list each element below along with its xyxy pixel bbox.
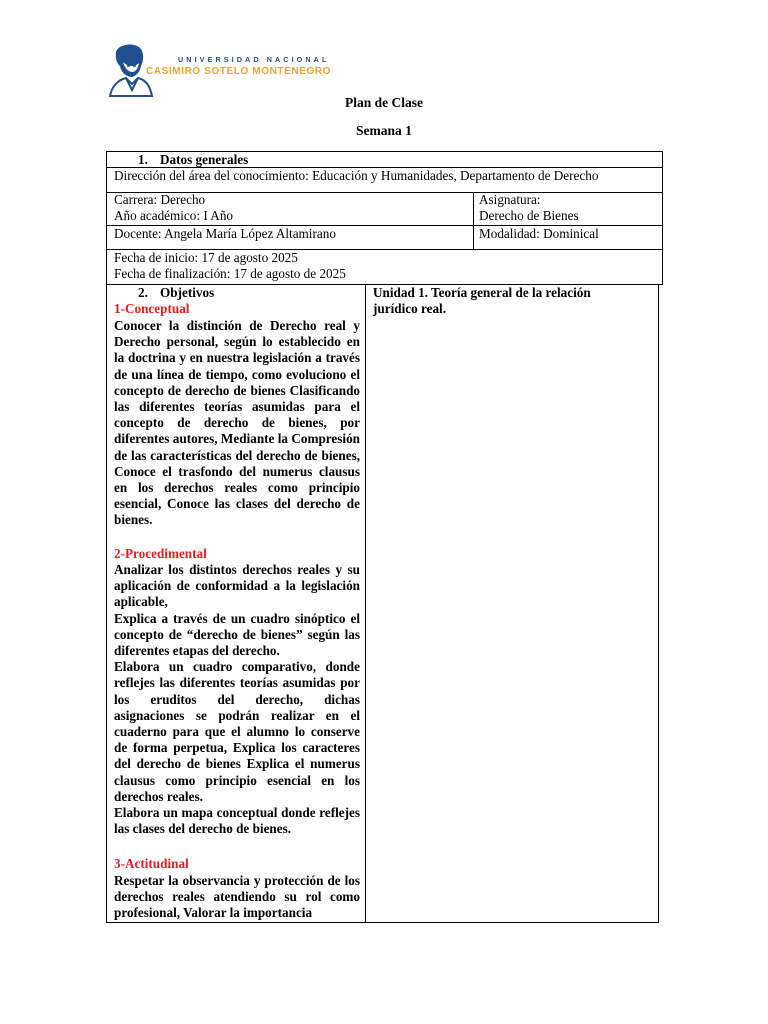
conceptual-title: 1-Conceptual	[114, 301, 190, 316]
procedural-title: 2-Procedimental	[114, 546, 207, 561]
procedural-text-3: Elabora un cuadro comparativo, donde reflejes las diferentes teorías asumidas por los eruditos del derecho, dichas asignaciones se podrán realizar en el cuaderno para que el alumno lo conserve de forma perpetua, Explica los caracteres del derecho de bienes Explica el numerus clausus como principio esencial en los derechos reales.	[114, 659, 360, 804]
general-section-title: Datos generales	[160, 152, 249, 167]
subject-label: Asignatura:	[479, 192, 541, 207]
page-title: Plan de Clase	[344, 95, 423, 110]
area-text: Dirección del área del conocimiento: Educación y Humanidades, Departamento de Derecho	[114, 168, 599, 183]
unit-cell	[365, 284, 659, 923]
conceptual-text: Conocer la distinción de Derecho real y Derecho personal, según lo establecido en la doctrina y en nuestra legislación a través de una línea de tiempo, como evoluciono el concepto de derecho de bienes Clasificando las diferentes teorías asumidas para el concepto de derecho de bienes, por diferentes autores, Mediante la Compresión de las características del derecho de bienes, Conoce el trasfondo del numerus clausus en los derechos reales como principio esencial, Conoce las clases del derecho de bienes.	[114, 318, 360, 528]
year-text: Año académico: I Año	[114, 208, 234, 223]
attitudinal-text: Respetar la observancia y protección de los derechos reales atendiendo su rol como profesional, Valorar la importancia	[114, 873, 360, 921]
procedural-text-4: Elabora un mapa conceptual donde reflejes las clases del derecho de bienes.	[114, 805, 360, 837]
attitudinal-title: 3-Actitudinal	[114, 856, 189, 871]
unit-title: Unidad 1. Teoría general de la relación jurídico real.	[373, 285, 591, 317]
career-text: Carrera: Derecho	[114, 192, 206, 207]
teacher-text: Docente: Angela María López Altamirano	[114, 226, 336, 241]
week-title: Semana 1	[356, 123, 412, 138]
university-name-main: CASIMIRO SOTELO MONTENEGRO	[146, 66, 332, 77]
objectives-section-title: Objetivos	[160, 285, 215, 300]
procedural-block	[114, 562, 360, 837]
procedural-text-1: Analizar los distintos derechos reales y su aplicación de conformidad a la legislación aplicable,	[114, 562, 360, 610]
end-date-text: Fecha de finalización: 17 de agosto de 2025	[114, 266, 346, 281]
subject-text: Derecho de Bienes	[479, 208, 579, 223]
university-name-top: UNIVERSIDAD NACIONAL	[178, 55, 330, 64]
general-section-number: 1.	[138, 152, 148, 167]
start-date-text: Fecha de inicio: 17 de agosto 2025	[114, 250, 298, 265]
procedural-text-2: Explica a través de un cuadro sinóptico el concepto de “derecho de bienes” según las diferentes etapas del derecho.	[114, 610, 360, 659]
modality-text: Modalidad: Dominical	[479, 226, 599, 241]
objectives-section-number: 2.	[138, 285, 148, 300]
